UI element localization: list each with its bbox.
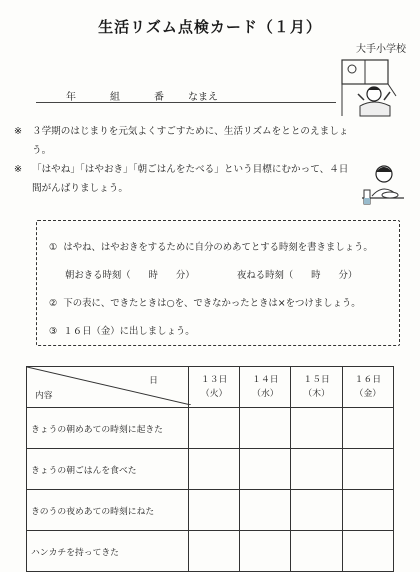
check-cell[interactable] (291, 449, 342, 490)
check-cell[interactable] (188, 408, 239, 449)
row-label: きょうの朝めあての時刻に起きた (27, 408, 189, 449)
intro-text-2: 「はやね」「はやおき」「朝ごはんをたべる」という目標にむかって、４日間がんばりましょう。 (32, 164, 349, 194)
table-row (27, 490, 394, 531)
check-cell[interactable] (188, 490, 239, 531)
check-cell[interactable] (342, 531, 393, 572)
table-row (27, 449, 394, 490)
check-cell[interactable] (188, 449, 239, 490)
intro-line-1 (14, 122, 362, 160)
check-cell[interactable] (240, 449, 291, 490)
sleep-time-field[interactable]: 夜ねる時刻（ 時 分） (237, 270, 358, 281)
day-header: １６日 （金） (342, 367, 393, 408)
check-cell[interactable] (291, 531, 342, 572)
check-cell[interactable] (291, 490, 342, 531)
check-cell[interactable] (291, 408, 342, 449)
check-cell[interactable] (342, 490, 393, 531)
waking-child-illustration (338, 56, 400, 118)
note-mark: ※ (14, 126, 23, 137)
number-label: 番 (154, 92, 164, 103)
instruction-2: ② 下の表に、できたときは○を、できなかったときは×をつけましょう。 (49, 298, 361, 309)
intro-line-2 (14, 160, 352, 198)
instruction-1: ① はやね、はやおきをするために自分のめあてとする時刻を書きましょう。 (49, 242, 373, 253)
corner-content-label: 内容 (35, 391, 53, 401)
row-label: きのうの夜めあての時刻にねた (27, 490, 189, 531)
wake-time-field[interactable]: 朝おきる時刻（ 時 分） (65, 270, 195, 281)
check-cell[interactable] (240, 531, 291, 572)
intro-text-1: ３学期のはじまりを元気よくすごすために、生活リズムをととのえましょう。 (32, 126, 349, 156)
check-cell[interactable] (240, 490, 291, 531)
breakfast-child-illustration (354, 162, 408, 214)
name-line[interactable] (36, 88, 336, 103)
corner-cell (27, 367, 189, 408)
page-title: 生活リズム点検カード（１月） (98, 18, 322, 36)
corner-day-label: 日 (149, 376, 158, 386)
class-label: 組 (110, 92, 120, 103)
table-header-row (27, 367, 394, 408)
check-cell[interactable] (188, 531, 239, 572)
table-row (27, 531, 394, 572)
note-mark: ※ (14, 164, 23, 175)
check-table (26, 366, 394, 572)
day-header: １４日 （水） (240, 367, 291, 408)
row-label: ハンカチを持ってきた (27, 531, 189, 572)
instructions-box (36, 220, 400, 346)
check-cell[interactable] (342, 449, 393, 490)
check-cell[interactable] (240, 408, 291, 449)
day-header: １３日 （火） (188, 367, 239, 408)
day-header: １５日 （木） (291, 367, 342, 408)
table-row (27, 408, 394, 449)
instruction-3: ③ １６日（金）に出しましょう。 (49, 326, 195, 337)
name-label: なまえ (188, 92, 218, 103)
school-name: 大手小学校 (356, 44, 406, 55)
grade-label: 年 (66, 92, 76, 103)
check-cell[interactable] (342, 408, 393, 449)
row-label: きょうの朝ごはんを食べた (27, 449, 189, 490)
